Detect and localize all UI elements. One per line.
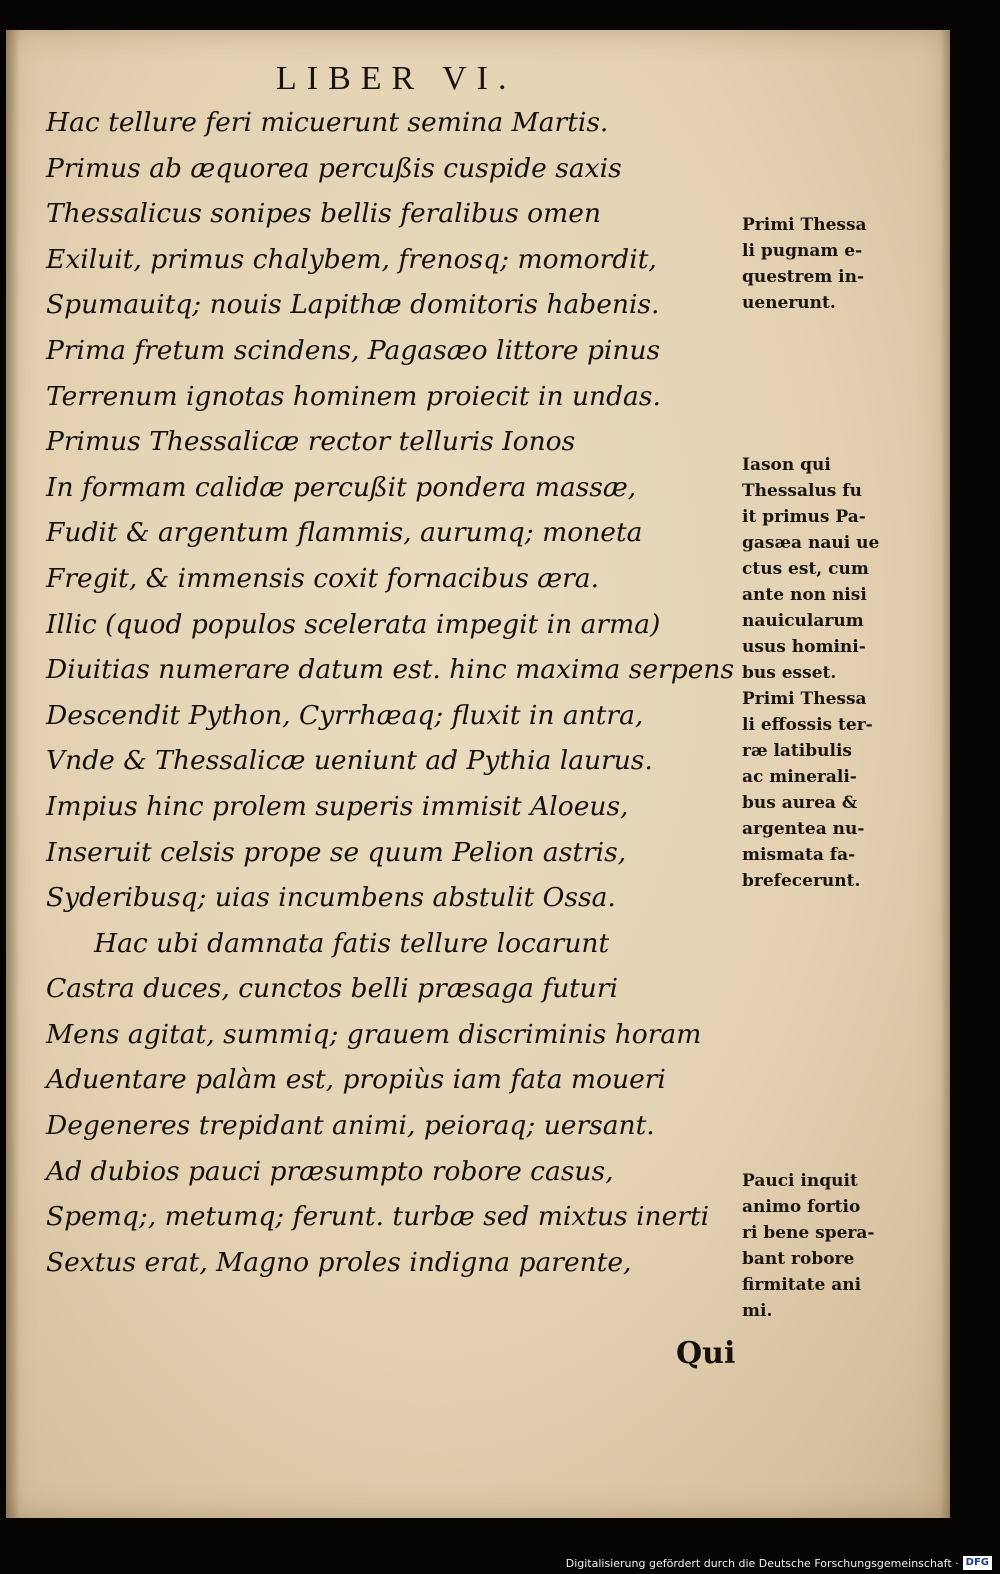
- note-line: Primi Thessa: [742, 689, 867, 709]
- page-gutter-shadow: [6, 30, 20, 1518]
- note-line: nauicularum: [742, 611, 864, 631]
- note-line: ctus est, cum: [742, 559, 869, 579]
- note-line: it primus Pa-: [742, 507, 866, 527]
- note-line: uenerunt.: [742, 293, 836, 313]
- verse-line: Sextus erat, Magno proles indigna parente,: [46, 1246, 632, 1278]
- note-line: Pauci inquit: [742, 1171, 858, 1191]
- note-line: ræ latibulis: [742, 741, 852, 761]
- verse-line: Exiluit, primus chalybem, frenosq; momordit,: [46, 243, 657, 275]
- verse-line: In formam calidæ percußit pondera massæ,: [46, 471, 637, 503]
- note-line: ri bene spera-: [742, 1223, 875, 1243]
- verse-line: Primus ab æquorea percußis cuspide saxis: [46, 152, 622, 184]
- note-line: li pugnam e-: [742, 241, 863, 261]
- verse-line: Inseruit celsis prope se quum Pelion astris,: [46, 836, 627, 868]
- verse-line: Castra duces, cunctos belli præsaga futuri: [46, 973, 619, 1005]
- verse-line: Degeneres trepidant animi, peioraq; uersant.: [46, 1110, 655, 1142]
- running-header: LIBER VI.: [276, 60, 517, 97]
- verse-line: Hac ubi damnata fatis tellure locarunt: [94, 927, 610, 959]
- note-line: animo fortio: [742, 1197, 861, 1217]
- note-line: gasæa naui ue: [742, 533, 880, 553]
- verse-line: Ad dubios pauci præsumpto robore casus,: [46, 1155, 614, 1187]
- verse-line: Descendit Python, Cyrrhæaq; fluxit in antra,: [46, 699, 644, 731]
- note-line: argentea nu-: [742, 819, 865, 839]
- verse-line: Terrenum ignotas hominem proiecit in undas.: [46, 380, 661, 412]
- note-line: bus esset.: [742, 663, 837, 683]
- verse-text-block: [46, 100, 736, 1285]
- note-line: ante non nisi: [742, 585, 867, 605]
- note-line: Primi Thessa: [742, 215, 867, 235]
- catchword: Qui: [676, 1336, 736, 1371]
- marginal-note: [742, 452, 912, 894]
- note-line: bant robore: [742, 1249, 855, 1269]
- verse-line: Prima fretum scindens, Pagasæo littore pinus: [46, 334, 661, 366]
- marginal-note: [742, 1168, 912, 1324]
- note-line: Iason qui: [742, 455, 831, 475]
- note-line: bus aurea &: [742, 793, 858, 813]
- verse-line: Aduentare palàm est, propiùs iam fata moueri: [46, 1064, 666, 1096]
- verse-line: Fregit, & immensis coxit fornacibus æra.: [46, 562, 600, 594]
- verse-line: Spumauitq; nouis Lapithæ domitoris habenis.: [46, 289, 660, 321]
- dfg-logo: DFG: [963, 1556, 992, 1570]
- footer-credit: Digitalisierung gefördert durch die Deutsche Forschungsgemeinschaft ·: [565, 1556, 959, 1570]
- verse-line: Thessalicus sonipes bellis feralibus omen: [46, 198, 601, 230]
- verse-line: Mens agitat, summiq; grauem discriminis horam: [46, 1018, 702, 1050]
- verse-line: Spemq;, metumq; ferunt. turbæ sed mixtus inerti: [46, 1201, 710, 1233]
- page-edge-shadow: [940, 30, 950, 1518]
- verse-line: Diuitias numerare datum est. hinc maxima serpens: [46, 654, 735, 686]
- note-line: mismata fa-: [742, 845, 856, 865]
- verse-line: Impius hinc prolem superis immisit Aloeus,: [46, 790, 629, 822]
- verse-line: Fudit & argentum flammis, aurumq; moneta: [46, 517, 643, 549]
- verse-line: Hac tellure feri micuerunt semina Martis.: [46, 107, 609, 138]
- verse-line: Illic (quod populos scelerata impegit in arma): [46, 608, 661, 640]
- note-line: ac minerali-: [742, 767, 857, 787]
- note-line: li effossis ter-: [742, 715, 873, 735]
- note-line: mi.: [742, 1301, 773, 1321]
- note-line: firmitate ani: [742, 1275, 862, 1295]
- note-line: Thessalus fu: [742, 481, 862, 501]
- note-line: questrem in-: [742, 267, 865, 287]
- verse-line: Primus Thessalicæ rector telluris Ionos: [46, 426, 576, 458]
- verse-line: Vnde & Thessalicæ ueniunt ad Pythia laurus.: [46, 745, 653, 777]
- digitization-footer: [566, 1554, 992, 1572]
- verse-line: Syderibusq; uias incumbens abstulit Ossa.: [46, 882, 616, 914]
- marginal-note: [742, 212, 912, 316]
- note-line: brefecerunt.: [742, 871, 861, 891]
- note-line: usus homini-: [742, 637, 866, 657]
